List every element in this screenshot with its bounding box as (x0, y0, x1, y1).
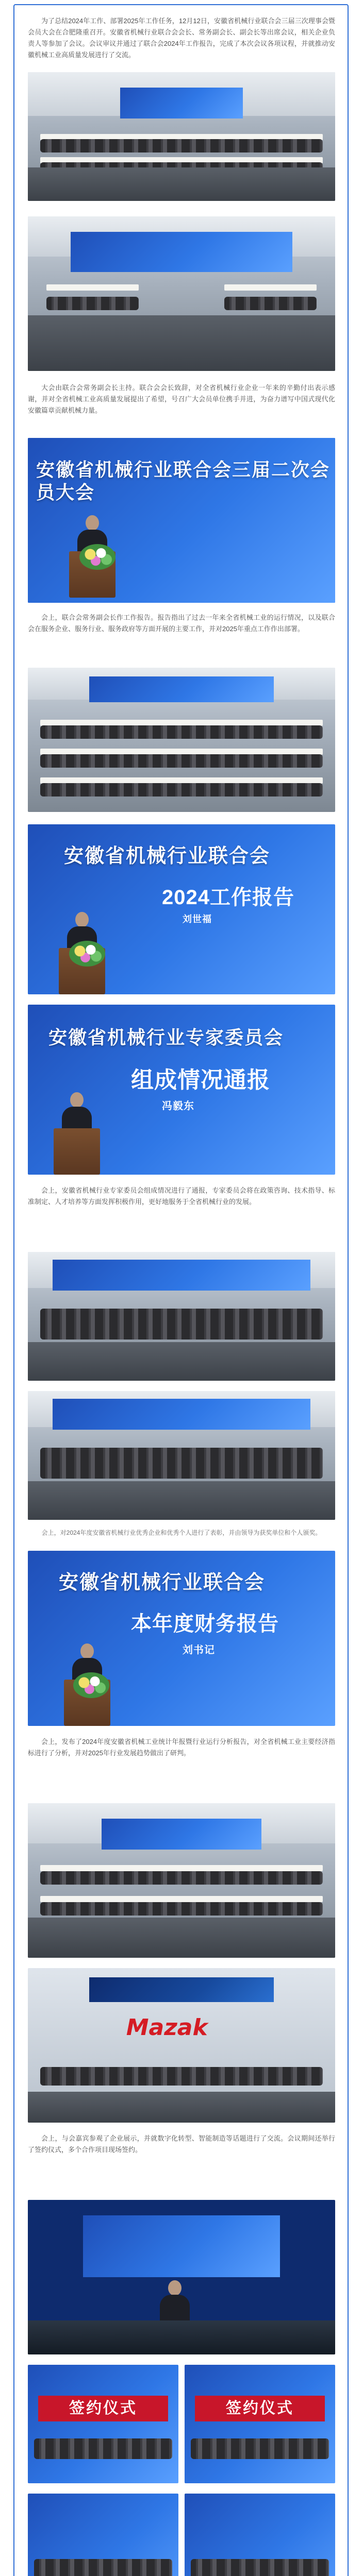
photo-slide-3 (28, 1005, 335, 1175)
photo-delegates (28, 668, 335, 812)
photo-slide-2 (28, 824, 335, 994)
slide-3-title: 安徽省机械行业专家委员会 (48, 1027, 284, 1048)
paragraph-2: 大会由联合会常务副会长主持。联合会会长致辞，对全省机械行业企业一年来的辛勤付出表示感谢，并对全省机械工业高质量发展提出了希望，号召广大会员单位携手并进，为奋力谱写中国式现代化安徽篇章贡献机械力量。 (28, 384, 335, 414)
slide-2-title: 安徽省机械行业联合会 (64, 844, 271, 867)
photo-slide-4 (28, 1551, 335, 1726)
photo-signing-4 (185, 2494, 335, 2576)
slide-4-title: 安徽省机械行业联合会 (59, 1570, 266, 1594)
signing-banner-1: 签约仪式 (38, 2396, 168, 2421)
photo-signing-1 (28, 2365, 178, 2483)
paragraph-8: 会上，与会嘉宾参观了企业展示，并就数字化转型、智能制造等话题进行了交流。会议期间还举行了签约仪式，多个合作项目现场签约。 (28, 2134, 335, 2154)
paragraph-5: 会上，对2024年度安徽省机械行业优秀企业和优秀个人进行了表彰，并由领导为获奖单位和个人颁奖。 (41, 1529, 322, 1536)
photo-signing-2 (185, 2365, 335, 2483)
photo-stage-room (28, 216, 335, 371)
slide-2-subtitle: 2024工作报告 (162, 886, 294, 909)
slide-2-speaker-name: 刘世福 (183, 914, 212, 924)
slide-4-speaker-name: 刘书记 (183, 1645, 215, 1656)
slide-3-subtitle: 组成情况通报 (131, 1067, 270, 1093)
intro-paragraph: 为了总结2024年工作、部署2025年工作任务，12月12日，安徽省机械行业联合会三届三次理事会暨会员大会在合肥隆重召开。安徽省机械行业联合会会长、常务副会长、副会长等出席会议，相关企业负责人等参加了会议。会议审议并通过了联合会2024年工作报告，完成了本次会议各项议程，并就推动安徽机械工业高质量发展进行了交流。 (28, 17, 335, 59)
photo-big-room (28, 1803, 335, 1958)
paragraph-3: 会上，联合会常务副会长作工作报告。报告指出了过去一年来全省机械工业的运行情况，以及联合会在服务企业、服务行业、服务政府等方面开展的主要工作，并对2025年重点工作作出部署。 (28, 614, 335, 633)
photo-stage-wide (28, 2200, 335, 2354)
brand-logo: Mazak (126, 2014, 208, 2041)
paragraph-7: 会上，发布了2024年度安徽省机械工业统计年报暨行业运行分析报告，对全省机械工业主要经济指标进行了分析，并对2025年行业发展趋势做出了研判。 (28, 1738, 335, 1757)
slide-3-speaker-name: 冯毅东 (162, 1100, 194, 1112)
photo-meeting-hall (28, 72, 335, 201)
photo-award-2 (28, 1391, 335, 1520)
photo-slide-1 (28, 438, 335, 603)
photo-award-1 (28, 1252, 335, 1381)
slide-4-subtitle: 本年度财务报告 (131, 1613, 279, 1635)
photo-exhibition (28, 1968, 335, 2123)
paragraph-4: 会上，安徽省机械行业专家委员会组成情况进行了通报，专家委员会将在政策咨询、技术指导、标准制定、人才培养等方面发挥积极作用，更好地服务于全省机械行业的发展。 (28, 1187, 335, 1206)
photo-signing-3 (28, 2494, 178, 2576)
signing-banner-2: 签约仪式 (195, 2396, 325, 2421)
slide-1-title: 安徽省机械行业联合会三届二次会员大会 (36, 459, 331, 503)
